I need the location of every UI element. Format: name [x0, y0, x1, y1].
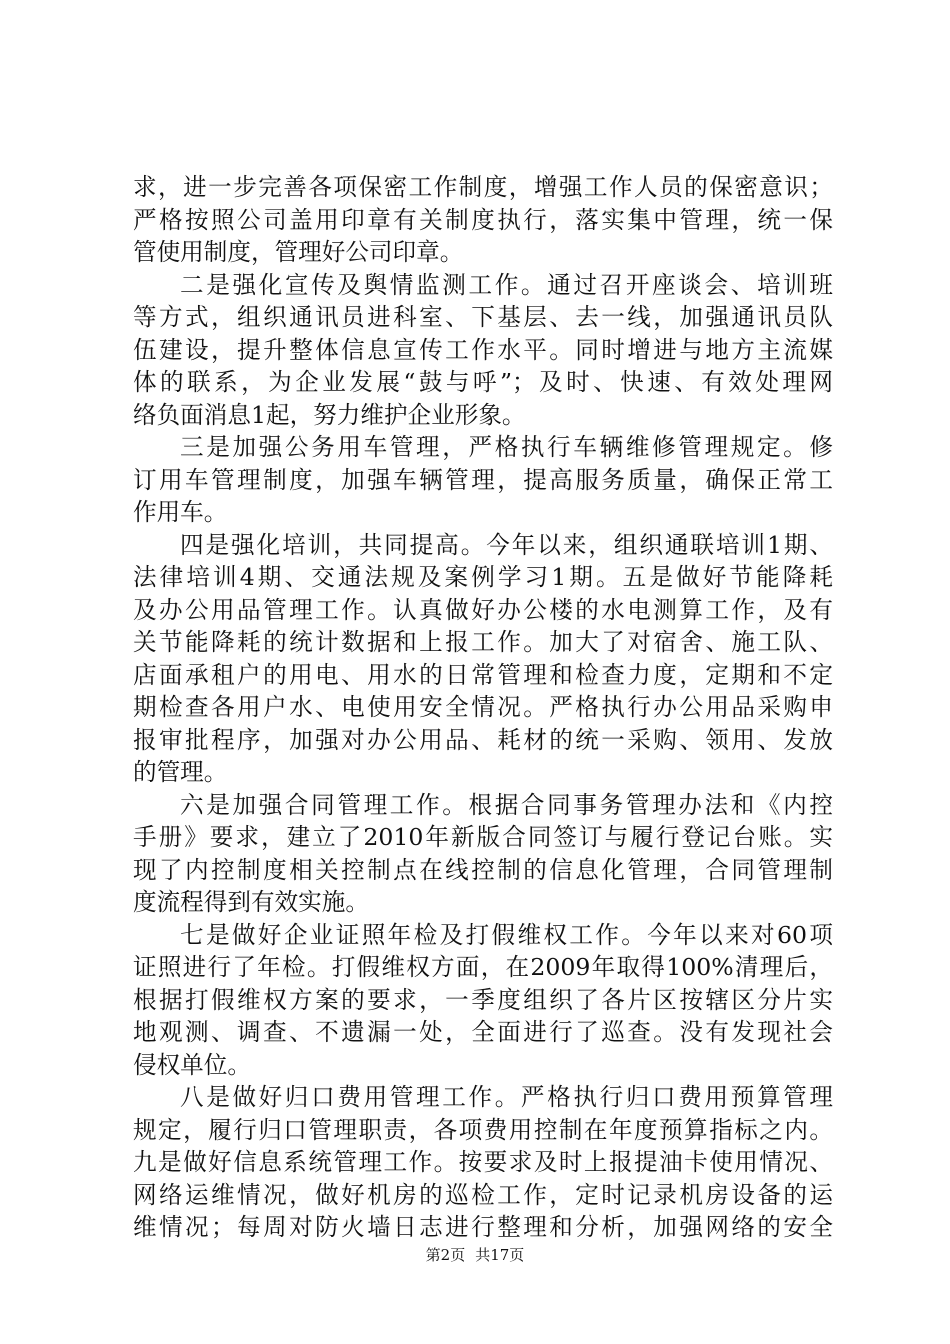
text-line: 规定，履行归口管理职责，各项费用控制在年度预算指标之内。 [133, 1115, 833, 1144]
text-line: 二是强化宣传及舆情监测工作。通过召开座谈会、培训班 [180, 270, 833, 299]
text-line: 证照进行了年检。打假维权方面，在2009年取得100%清理后， [133, 953, 833, 981]
text-line: 侵权单位。 [133, 1050, 251, 1079]
text-line: 网络运维情况，做好机房的巡检工作，定时记录机房设备的运 [133, 1180, 833, 1209]
text-line: 根据打假维权方案的要求，一季度组织了各片区按辖区分片实 [133, 985, 833, 1014]
text-line: 伍建设，提升整体信息宣传工作水平。同时增进与地方主流媒 [133, 335, 833, 364]
text-line: 店面承租户的用电、用水的日常管理和检查力度，定期和不定 [133, 660, 833, 689]
text-line: 等方式，组织通讯员进科室、下基层、去一线，加强通讯员队 [133, 303, 833, 331]
text-line: 现了内控制度相关控制点在线控制的信息化管理，合同管理制 [133, 855, 833, 884]
text-line: 地观测、调查、不遗漏一处，全面进行了巡查。没有发现社会 [133, 1018, 833, 1046]
text-line: 及办公用品管理工作。认真做好办公楼的水电测算工作，及有 [133, 595, 833, 624]
text-line: 的管理。 [133, 758, 228, 786]
text-line: 维情况；每周对防火墙日志进行整理和分析，加强网络的安全 [133, 1213, 833, 1241]
text-line: 三是加强公务用车管理，严格执行车辆维修管理规定。修 [180, 433, 833, 461]
text-line: 六是加强合同管理工作。根据合同事务管理办法和《内控 [180, 790, 833, 819]
text-line: 管使用制度，管理好公司印章。 [133, 238, 464, 266]
text-line: 络负面消息1起，努力维护企业形象。 [133, 400, 526, 429]
text-line: 求，进一步完善各项保密工作制度，增强工作人员的保密意识； [133, 173, 833, 201]
text-line: 报审批程序，加强对办公用品、耗材的统一采购、领用、发放 [133, 725, 833, 754]
text-line: 四是强化培训，共同提高。今年以来，组织通联培训1期、 [180, 530, 833, 559]
text-line: 作用车。 [133, 498, 228, 526]
document-body [133, 171, 833, 1244]
text-line: 八是做好归口费用管理工作。严格执行归口费用预算管理 [180, 1083, 833, 1111]
text-line: 期检查各用户水、电使用安全情况。严格执行办公用品采购申 [133, 693, 833, 721]
text-line: 九是做好信息系统管理工作。按要求及时上报提油卡使用情况、 [133, 1148, 833, 1176]
text-line: 严格按照公司盖用印章有关制度执行，落实集中管理，统一保 [133, 205, 833, 234]
text-line: 法律培训4期、交通法规及案例学习1期。五是做好节能降耗 [133, 563, 833, 591]
text-line: 订用车管理制度，加强车辆管理，提高服务质量，确保正常工 [133, 465, 833, 494]
text-line: 度流程得到有效实施。 [133, 888, 369, 916]
text-line: 体的联系，为企业发展“鼓与呼”；及时、快速、有效处理网 [133, 368, 833, 396]
text-line: 关节能降耗的统计数据和上报工作。加大了对宿舍、施工队、 [133, 628, 833, 656]
page-total: 共17页 [475, 1246, 525, 1264]
page-number: 第2页 [425, 1246, 466, 1264]
page-footer [0, 1244, 950, 1265]
text-line: 七是做好企业证照年检及打假维权工作。今年以来对60项 [180, 920, 833, 949]
text-line: 手册》要求，建立了2010年新版合同签订与履行登记台账。实 [133, 823, 833, 851]
